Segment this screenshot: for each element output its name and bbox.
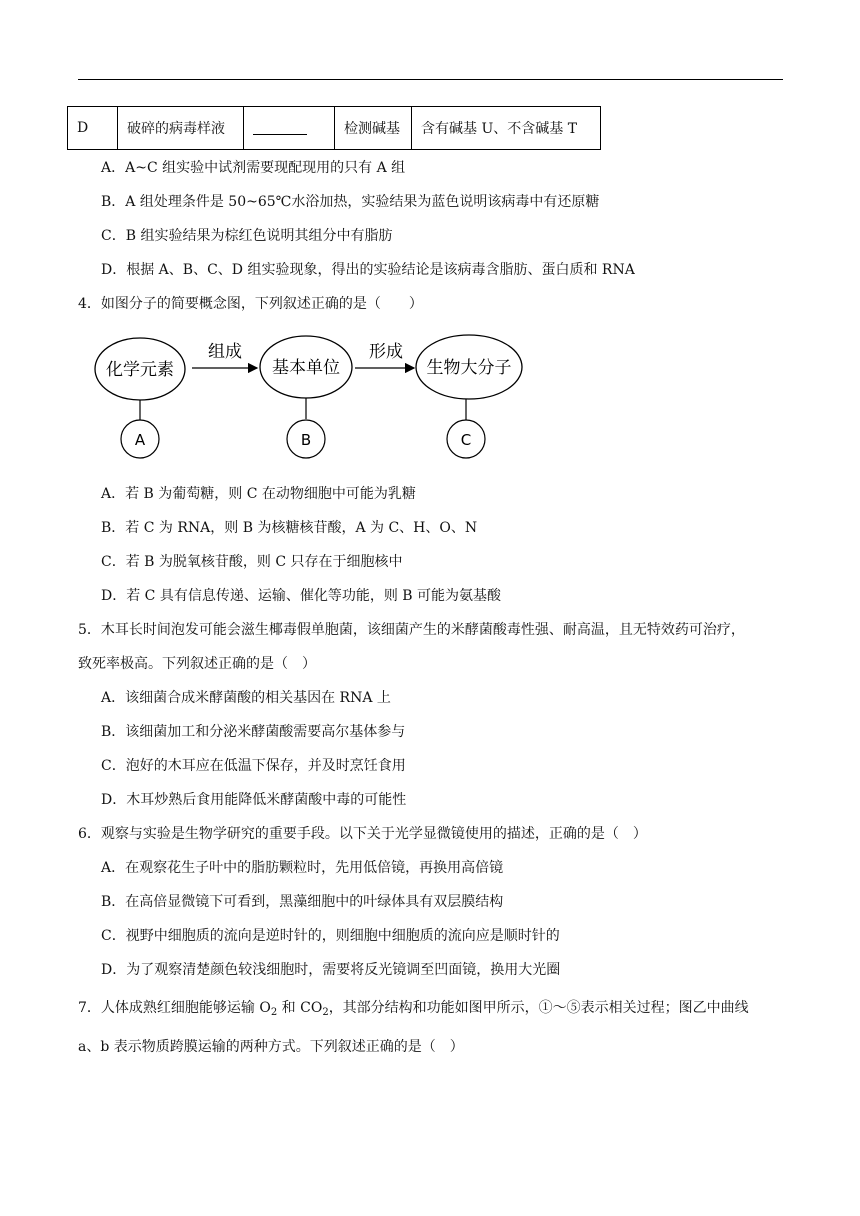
q5-option-a: A．该细菌合成米酵菌酸的相关基因在 RNA 上 — [101, 690, 391, 706]
q4-option-d: D．若 C 具有信息传递、运输、催化等功能，则 B 可能为氨基酸 — [101, 588, 502, 604]
q6-option-b: B．在高倍显微镜下可看到，黑藻细胞中的叶绿体具有双层膜结构 — [101, 894, 504, 910]
q5-option-d: D．木耳炒熟后食用能降低米酵菌酸中毒的可能性 — [101, 792, 407, 808]
node-label-3: 生物大分子 — [426, 358, 512, 378]
concept-diagram — [85, 328, 535, 468]
table-cell-blank — [244, 107, 335, 150]
q3-option-c: C．B 组实验结果为棕红色说明其组分中有脂肪 — [101, 228, 393, 244]
circle-label-a: A — [134, 431, 146, 449]
q5-option-b: B．该细菌加工和分泌米酵菌酸需要高尔基体参与 — [101, 724, 406, 740]
q5-stem-line2: 致死率极高。下列叙述正确的是（ ） — [78, 656, 316, 672]
q5-stem-line1: 5．木耳长时间泡发可能会滋生椰毒假单胞菌，该细菌产生的米酵菌酸毒性强、耐高温，且无特效药可治疗， — [78, 622, 745, 638]
circle-label-c: C — [460, 431, 472, 449]
q7-text-1: 7．人体成熟红细胞能够运输 O — [78, 1000, 271, 1016]
table-cell-result: 含有碱基 U、不含碱基 T — [412, 107, 601, 150]
q6-option-c: C．视野中细胞质的流向是逆时针的，则细胞中细胞质的流向应是顺时针的 — [101, 928, 560, 944]
q7-subscript-co2: 2 — [322, 1007, 329, 1018]
fill-in-blank — [253, 122, 307, 135]
table-cell-method: 检测碱基 — [335, 107, 412, 150]
q7-text-3: ，其部分结构和功能如图甲所示，①～⑤表示相关过程；图乙中曲线 — [328, 1000, 749, 1016]
circle-label-b: B — [300, 431, 312, 449]
table-cell-group: D — [68, 107, 118, 150]
q7-stem-line2: a、b 表示物质跨膜运输的两种方式。下列叙述正确的是（ ） — [78, 1039, 464, 1055]
q6-stem: 6．观察与实验是生物学研究的重要手段。以下关于光学显微镜使用的描述，正确的是（ ） — [78, 826, 647, 842]
node-label-1: 化学元素 — [106, 360, 174, 380]
experiment-table-row-d — [67, 106, 601, 150]
arrow-label-compose: 组成 — [208, 342, 242, 362]
q3-option-d: D．根据 A、B、C、D 组实验现象，得出的实验结论是该病毒含脂肪、蛋白质和 RNA — [101, 262, 635, 278]
q3-option-a: A．A~C 组实验中试剂需要现配现用的只有 A 组 — [101, 160, 406, 176]
q4-option-b: B．若 C 为 RNA，则 B 为核糖核苷酸，A 为 C、H、O、N — [101, 520, 478, 536]
q4-option-a: A．若 B 为葡萄糖，则 C 在动物细胞中可能为乳糖 — [101, 486, 416, 502]
q7-stem-line1 — [78, 998, 749, 1018]
q7-subscript-o2: 2 — [270, 1007, 278, 1018]
header-rule — [78, 79, 783, 80]
q5-option-c: C．泡好的木耳应在低温下保存，并及时烹饪食用 — [101, 758, 406, 774]
table-cell-material: 破碎的病毒样液 — [118, 107, 244, 150]
arrow-label-form: 形成 — [369, 342, 403, 362]
q6-option-a: A．在观察花生子叶中的脂肪颗粒时，先用低倍镜，再换用高倍镜 — [101, 860, 504, 876]
q4-stem: 4．如图分子的简要概念图，下列叙述正确的是（ ） — [78, 296, 423, 312]
q3-option-b: B．A 组处理条件是 50~65℃水浴加热，实验结果为蓝色说明该病毒中有还原糖 — [101, 194, 600, 210]
q4-option-c: C．若 B 为脱氧核苷酸，则 C 只存在于细胞核中 — [101, 554, 403, 570]
node-label-2: 基本单位 — [272, 358, 340, 378]
q7-text-2: 和 CO — [277, 1000, 323, 1016]
q6-option-d: D．为了观察清楚颜色较浅细胞时，需要将反光镜调至凹面镜，换用大光圈 — [101, 962, 561, 978]
